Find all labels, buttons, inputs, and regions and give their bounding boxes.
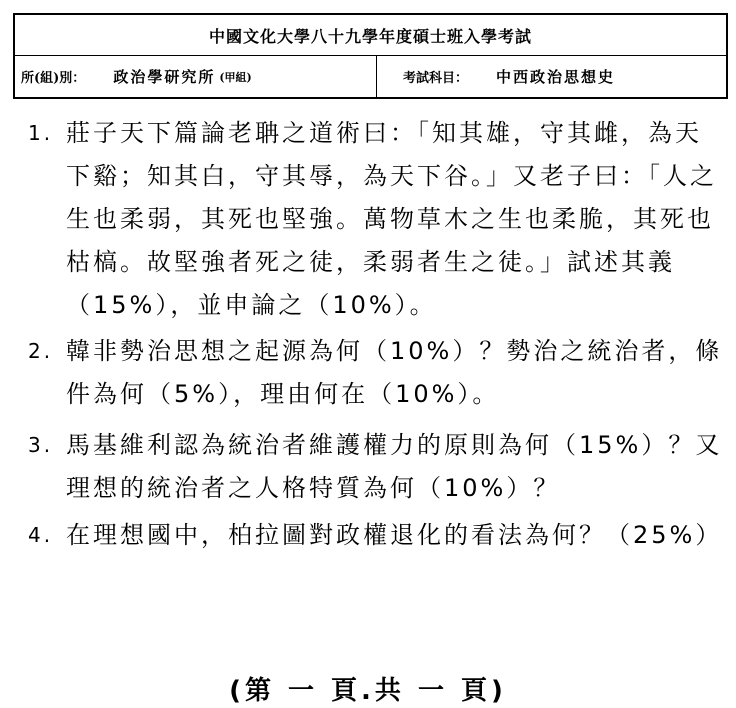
question-text: 莊子天下篇論老聃之道術曰：「知其雄，守其雌，為天下谿；知其白，守其辱，為天下谷。」又老子曰：「人之生也柔弱，其死也堅強。萬物草木之生也柔脆，其死也枯槁。故堅強者死之徒，柔弱者生之徒。」試述其義（15%），並申論之（10%）。 bbox=[66, 119, 717, 319]
department-label: 所(組)別： bbox=[21, 71, 86, 86]
page-number-footer: (第 一 頁.共 一 頁) bbox=[229, 676, 507, 706]
question-text: 馬基維利認為統治者維護權力的原則為何（15%）？又理想的統治者之人格特質為何（10%）？ bbox=[66, 431, 723, 502]
question-number: 4. bbox=[28, 523, 54, 547]
question-number: 3. bbox=[28, 433, 54, 457]
subject-cell bbox=[377, 56, 726, 97]
question-text: 在理想國中，柏拉圖對政權退化的看法為何？（25%） bbox=[66, 521, 723, 549]
department-value: 政治學研究所 bbox=[113, 68, 216, 86]
subject-label: 考試科目： bbox=[403, 71, 469, 86]
question-item bbox=[28, 424, 728, 510]
question-text: 韓非勢治思想之起源為何（10%）？勢治之統治者，條件為何（5%），理由何在（10%）。 bbox=[66, 337, 723, 408]
question-number: 2. bbox=[28, 339, 54, 363]
exam-title: 中國文化大學八十九學年度碩士班入學考試 bbox=[15, 15, 726, 56]
department-cell bbox=[15, 56, 377, 97]
question-item bbox=[28, 112, 728, 327]
exam-header-table bbox=[13, 13, 728, 99]
question-number: 1. bbox=[28, 121, 54, 145]
question-item bbox=[28, 514, 728, 557]
subject-value: 中西政治思想史 bbox=[496, 68, 616, 86]
question-item bbox=[28, 330, 728, 416]
department-group: (甲組) bbox=[219, 70, 252, 84]
exam-info-row bbox=[15, 56, 726, 97]
question-list bbox=[28, 112, 728, 557]
